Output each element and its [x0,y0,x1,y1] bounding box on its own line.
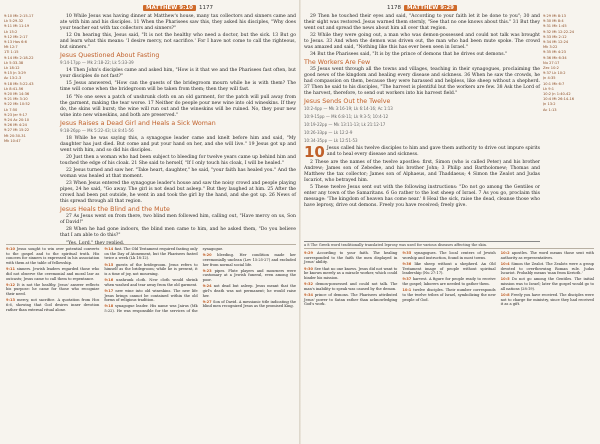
cross-reference-entry[interactable]: Mt 12:7 [4,45,18,50]
cross-reference-entry[interactable]: 10:4 Mt 26:14-16 [543,97,575,102]
study-note-text: twelve disciples. Their number corresponds to the twelve tribes of Israel, symbolizing the new people of God. [402,288,496,302]
cross-reference-entry[interactable]: Jn 13:2 [543,102,556,107]
study-note [203,253,296,267]
study-note-reference[interactable]: 9:37 [402,277,413,282]
study-note-reference[interactable]: 9:14 [104,247,115,251]
right-page-number: 1178 [387,5,402,11]
chapter-number-dropcap: 10 [304,143,325,162]
study-note [203,284,296,298]
cross-reference-entry[interactable]: Lk 5:33-38 [4,60,24,65]
study-note-reference[interactable]: 10:1 [402,288,414,293]
cross-reference-entry[interactable]: 9:18 Mk 5:22-43 [4,81,34,86]
cross-reference-entry[interactable]: Lk 8:41-56 [4,86,24,91]
section-heading: Jesus Raises a Dead Girl and Heals a Sick Woman [60,119,216,127]
left-cross-references [4,14,60,144]
study-note-text: apostles. The word means those sent with authority as representatives. [500,251,594,260]
verse-paragraph: 5 These twelve Jesus sent out with the following instructions: "Do not go among the Gentiles or enter any town of the Samaritans. 6 Go rather to the lost sheep of Israel. 7 As you go, proclaim this message: 'The kingdom of heaven has come near.' 8 Heal the sick, raise the dead, cleanse those who have leprosy, drive out demons. Freely you have received; freely give. [304,184,540,208]
right-cross-references [543,14,599,113]
verse-paragraph: 35 Jesus went through all the towns and villages, teaching in their synagogues, proclaiming the good news of the kingdom and healing every disease and sickness. 36 When he saw the crowds, he had compassion on them, because they were harassed and helpless, like sheep without a shepherd. 37 Then he said to his disciples, "The harvest is plentiful but the workers are few. 38 Ask the Lord of the harvest, therefore, to send out workers into his harvest field." [304,67,540,97]
cross-reference-entry[interactable]: 9:11 Mt 11:19 [4,24,30,29]
study-note-reference[interactable]: 9:30 [304,266,315,271]
study-note [402,277,495,286]
study-note-text: synagogue leader. His name was Jairus (Mk 5:22). He was responsible for the services of the synagogue. [104,247,224,313]
cross-reference-entry[interactable]: Ac 13:2-3 [4,76,22,81]
cross-reference-entry[interactable]: 9:14 Mk 2:18-22 [4,55,34,60]
study-note [104,247,197,261]
study-note-reference[interactable]: 10:4 [500,261,512,266]
study-note-text: Son of David. A messianic title indicating the blind men recognized Jesus as the promised King. [202,299,296,309]
parallel-reference: 10:19-22pp — Mk 13:11-13; Lk 21:12-17 [304,122,386,128]
study-note-reference[interactable]: 9:17 [104,288,116,293]
study-note-text: like sheep without a shepherd. An Old Testament image of people without spiritual leadership (Nu 27:17). [402,261,496,276]
parallel-reference: 10:2-4pp — Mk 3:16-19; Lk 6:14-16; Ac 1:13 [304,106,393,112]
study-note-reference[interactable]: 9:36 [402,261,415,266]
cross-reference-entry[interactable]: Mk 10:47 [4,138,21,143]
study-note [6,247,99,266]
study-note-reference[interactable]: 10:2 [500,251,512,255]
study-note-reference[interactable]: 9:18 [104,304,115,309]
cross-reference-entry[interactable]: 9:33 Mk 2:12 [543,34,567,39]
verse-paragraph: 15 Jesus answered, "How can the guests of the bridegroom mourn while he is with them? The time will come when the bridegroom will be taken from them; then they will fast. [60,81,296,93]
parallel-reference: 9:18-26pp — Mk 5:22-43; Lk 8:41-56 [60,127,134,133]
cross-reference-entry[interactable]: Jn 4:35 [543,76,556,81]
study-note [501,251,594,260]
verse-paragraph: "Yes, Lord," they replied. [66,240,125,246]
study-note-reference[interactable]: 9:32 [304,282,316,286]
study-note-text: Simon the Zealot. The Zealots were a group devoted to overthrowing Roman rule. Judas Iscariot. Probably means 'man from Kerioth.' [500,261,594,276]
cross-reference-entry[interactable]: 9:35 Mt 4:23 [543,50,566,55]
study-note-reference[interactable]: 9:10 [6,247,17,251]
study-note-reference[interactable]: 10:5 [500,277,512,282]
left-study-notes [6,244,296,439]
study-note-text: harvest. A figure for people ready to receive the gospel; laborers are needed to gather them. [402,277,496,286]
cross-reference-entry[interactable]: 9:23 Jer 9:17 [4,112,28,117]
study-note [501,277,594,291]
cross-reference-entry[interactable]: 9:29 Mt 8:13 [543,14,566,18]
verse-paragraph: 22 Jesus turned and saw her. "Take heart, daughter," he said, "your faith has healed you." And the woman was healed at that moment. [60,167,296,179]
right-page-header [304,3,540,13]
study-note [501,293,594,307]
section-heading: Jesus Heals the Blind and the Mute [60,206,170,214]
cross-reference-entry[interactable]: Lk 7:50 [4,107,18,112]
study-note-text: fast. The Old Testament required fasting only on the Day of Atonement, but the Pharisees fasted twice a week (Lk 18:12). [104,247,198,261]
cross-reference-entry[interactable]: Mk 3:22 [543,45,558,50]
page-gutter [299,0,301,444]
study-note-text: See that no one knows. Jesus did not want to be known merely as a miracle worker, which could hinder his mission. [304,266,398,280]
study-note-reference[interactable]: 9:11 [6,267,17,272]
cross-reference-entry[interactable]: 9:36 Mk 6:34 [543,55,567,60]
cross-reference-entry[interactable]: Lk 9:1 [543,86,555,91]
study-note [402,262,495,276]
chapter-opening-paragraph [304,143,540,162]
study-note [501,262,594,276]
cross-reference-entry[interactable]: 9:22 Mk 10:52 [4,102,30,107]
parallel-reference: 9:14-17pp — Mk 2:18-22; Lk 5:33-39 [60,60,134,66]
cross-reference-entry[interactable]: Mt 20:30-31 [4,133,26,138]
cross-reference-entry[interactable]: 9:24 Ac 20:10 [4,118,30,123]
study-note-text: unshrunk cloth. New cloth would shrink when washed and tear away from the old garment. [104,278,198,287]
cross-reference-entry[interactable]: 9:30 Mt 8:4 [543,19,564,24]
study-note [6,298,99,312]
study-note-reference[interactable]: 9:13 [6,298,18,303]
cross-reference-entry[interactable]: 9:20 Mt 14:36 [4,92,30,97]
cross-reference-entry[interactable]: 9:32 Mt 12:22-24 [543,29,575,34]
section-heading: Jesus Sends Out the Twelve [304,98,391,106]
study-note-text: pipes. Flute players and mourners were customary at a Jewish funeral, even among the poor. [202,268,296,282]
study-note-reference[interactable]: 9:12 [6,282,17,287]
study-note [104,263,197,277]
study-note-text: Freely you have received. The disciples were not to charge for ministry, since they had received it as a gift. [500,292,594,307]
cross-reference-entry[interactable]: 9:26 Mt 4:24 [4,123,27,128]
study-note-text: sinners. Jewish leaders regarded those who did not observe the ceremonial and moral law as outcasts; Jesus came to call them to repentance. [6,267,100,281]
study-note-text: mercy, not sacrifice. A quotation from Hos 6:6, showing that God desires inner devotion rather than external ritual alone. [6,298,100,312]
verse-paragraph: 18 While he was saying this, a synagogue leader came and knelt before him and said, "My daughter has just died. But come and put your hand on her, and she will live." 19 Jesus got up and went with him, and so did his disciples. [60,135,296,153]
cross-reference-entry[interactable]: Lk 15:2 [4,29,18,34]
study-note-reference[interactable]: 9:29 [304,251,318,255]
study-note-text: demon-possessed and could not talk. The man's inability to speak was caused by the demon. [304,282,398,291]
left-text-column [60,14,296,248]
right-text-column [304,14,540,210]
study-note-reference[interactable]: 10:8 [500,292,511,297]
study-note [203,269,296,283]
study-note-text: Jesus sought to win over potential converts to the gospel and to the spiritual truth. His concern for sinners is expressed in his association with them at the table of fellowship. [6,247,100,266]
cross-reference-entry[interactable]: 9:15 Jn 3:29 [4,71,26,76]
parallel-reference: 10:26-33pp — Lk 12:2-9 [304,130,353,136]
study-note-text: synagogues. The local centers of Jewish worship and instruction, found in most towns. [402,251,496,260]
verse-paragraph: 29 Then he touched their eyes and said, "According to your faith let it be done to you"; 30 and their sight was restored. Jesus warned them sternly, "See that no one knows about this." 31 But they went out and spread the news about him all over that region. [304,14,540,31]
study-note-reference[interactable]: 9:20 [202,253,218,258]
cross-reference-entry[interactable]: Ac 1:13 [543,107,557,112]
study-note-reference[interactable]: 9:35 [402,251,415,255]
study-note [304,293,397,307]
cross-reference-entry[interactable]: 9:31 Mk 1:45 [543,24,567,29]
study-note [304,282,397,291]
verse-paragraph: 20 Just then a woman who had been subject to bleeding for twelve years came up behind him and touched the edge of his cloak. 21 She said to herself, "If I only touch his cloak, I will be healed." [60,154,296,166]
verse-paragraph: 27 As Jesus went on from there, two blind men followed him, calling out, "Have mercy on us, Son of David!" [60,214,296,226]
cross-reference-entry[interactable]: Zec 10:2 [543,66,559,71]
study-note-text: not dead but asleep. Jesus meant that the girl's death was not permanent; he would raise her. [202,284,296,298]
study-note [104,278,197,287]
cross-reference-entry[interactable]: 9:10 Mk 2:15-17 [4,14,34,18]
right-running-head: MATTHEW 9:29 [404,5,457,11]
verse-paragraph: 2 These are the names of the twelve apostles: first, Simon (who is called Peter) and his brother Andrew; James son of Zebedee, and his brother John; 3 Philip and Bartholomew; Thomas and Matthew the tax collector; James son of Alphaeus, and Thaddaeus; 4 Simon the Zealot and Judas Iscariot, who betrayed him. [304,159,540,183]
cross-reference-entry[interactable]: 10:1 Mk 6:7 [543,81,565,86]
parallel-reference: 10:9-15pp — Mk 6:8-11; Lk 9:3-5; 10:4-12 [304,114,389,120]
cross-reference-entry[interactable]: Lk 18:12 [4,66,20,71]
cross-reference-entry[interactable]: 9:34 Mt 12:24 [543,40,569,45]
cross-reference-entry[interactable]: Nu 27:17 [543,60,560,65]
study-note [203,300,296,309]
study-note-reference[interactable]: 9:34 [304,292,315,297]
study-note [104,289,197,303]
study-note-reference[interactable]: 9:24 [202,284,214,289]
verse-paragraph: 12 On hearing this, Jesus said, "It is not the healthy who need a doctor, but the sick. 13 But go and learn what this means: 'I desire mercy, not sacrifice.' For I have not come to call the righteous, but sinners." [60,33,296,51]
cross-reference-entry[interactable]: 9:27 Mt 15:22 [4,128,30,133]
study-note-text: bleeding. Her condition made her ceremonially unclean (Lev 15:25-27) and excluded her from normal social life. [202,253,296,267]
study-note [402,251,495,260]
cross-reference-entry[interactable]: Lk 5:29-32 [4,19,24,24]
study-note-text: new wine into old wineskins. The new life Jesus brings cannot be contained within the old forms of religious tradition. [104,288,198,303]
cross-reference-entry[interactable]: 9:13 Hos 6:6 [4,40,27,45]
study-note-text: It is not the healthy. Jesus' answer reflects his purpose: he came for those who recognize their need. [6,282,100,297]
verse-text: Jesus called his twelve disciples to him and gave them authority to drive out impure spirits and to heal every disease and sickness. [326,146,540,158]
study-note [6,267,99,281]
cross-reference-entry[interactable]: 9:37 Lk 10:2 [543,71,566,76]
study-note [402,288,495,302]
left-page-number: 1177 [198,5,213,11]
cross-reference-entry[interactable]: 1Ti 1:15 [4,50,19,55]
left-running-head: MATTHEW 9:10 [143,5,196,11]
verse-paragraph: 10 While Jesus was having dinner at Matthew's house, many tax collectors and sinners came and ate with him and his disciples. 11 When the Pharisees saw this, they asked his disciples, "Why does your teacher eat with tax collectors and sinners?" [60,14,296,31]
section-heading: Jesus Questioned About Fasting [60,52,160,60]
study-note-reference[interactable]: 9:16 [104,278,117,282]
parallel-reference: 10:34-35pp — Lk 12:51-53 [304,138,358,144]
study-note-reference[interactable]: 9:23 [202,268,215,273]
study-note [304,267,397,281]
study-note-reference[interactable]: 9:15 [104,262,116,267]
cross-reference-entry[interactable]: 10:2 Jn 1:40-42 [543,92,571,97]
verse-paragraph: 34 But the Pharisees said, "It is by the prince of demons that he drives out demons." [310,52,508,58]
study-note-text: Do not go among the Gentiles. The initial mission was to Israel; later the gospel would go to all nations (28:19). [500,277,594,291]
study-note-text: prince of demons. The Pharisees attributed Jesus' power to Satan rather than acknowledging God's work. [304,292,398,307]
right-study-notes [304,248,594,443]
translation-footnote: a 8 The Greek word traditionally translated leprosy was used for various diseases affecting the skin. [304,241,540,248]
left-page-header [60,3,296,13]
study-note-text: guests of the bridegroom. Jesus refers to himself as the bridegroom; while he is present, it is a time of joy, not mourning. [104,262,198,276]
study-note [304,251,397,265]
section-heading: The Workers Are Few [304,59,371,67]
study-note-reference[interactable]: 9:27 [202,299,213,304]
verse-paragraph: 32 While they were going out, a man who was demon-possessed and could not talk was brought to Jesus. 33 And when the demon was driven out, the man who had been mute spoke. The crowd was amazed and said, "Nothing like this has ever been seen in Israel." [304,33,540,51]
verse-paragraph: 14 Then John's disciples came and asked him, "How is it that we and the Pharisees fast often, but your disciples do not fast?" [60,68,296,80]
cross-reference-entry[interactable]: 9:21 Mk 3:10 [4,97,28,102]
cross-reference-entry[interactable]: 9:12 Mk 2:17 [4,34,28,39]
study-note [6,283,99,297]
verse-paragraph: 28 When he had gone indoors, the blind men came to him, and he asked them, "Do you believe that I am able to do this?" [60,227,296,239]
study-note-text: According to your faith. The healing corresponded to the faith the men displayed in Jesus' ability. [304,251,398,265]
verse-paragraph: 23 When Jesus entered the synagogue leader's house and saw the noisy crowd and people playing pipes, 24 he said, "Go away. The girl is not dead but asleep." But they laughed at him. 25 After the crowd had been put outside, he went in and took the girl by the hand, and she got up. 26 News of this spread through all that region. [60,181,296,205]
verse-paragraph: 16 "No one sews a patch of unshrunk cloth on an old garment, for the patch will pull away from the garment, making the tear worse. 17 Neither do people pour new wine into old wineskins. If they do, the skins will burst; the wine will run out and the wineskins will be ruined. No, they pour new wine into new wineskins, and both are preserved." [60,94,296,118]
